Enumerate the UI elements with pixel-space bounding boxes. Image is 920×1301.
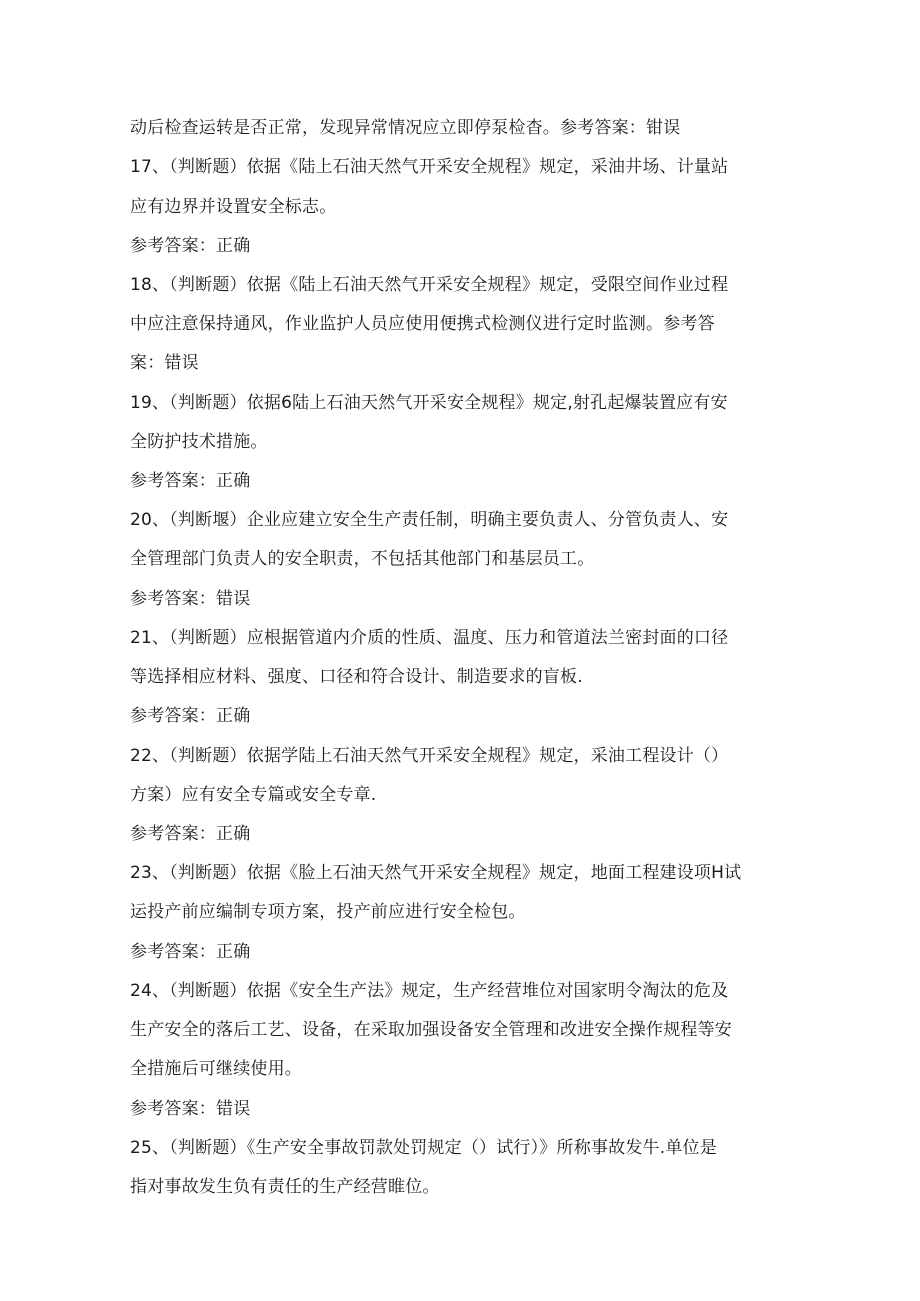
question-25-line-1: 25、（判断题）《生产安全事故罚款处罚规定（）试行）》所称事故发牛.单位是	[130, 1138, 717, 1158]
question-24-line-1: 24、（判断题）依据《安全生产法》规定，生产经营堆位对国家明令淘汰的危及	[130, 981, 729, 1001]
answer-18: 案：错误	[130, 353, 199, 373]
question-22-line-1: 22、（判断题）依据学陆上石油天然气开采安全规程》规定，采油工程设计（）	[130, 746, 729, 766]
answer-24: 参考答案：错误	[130, 1099, 251, 1119]
question-19-line-2: 全防护技术措施。	[130, 432, 268, 452]
question-19-line-1: 19、（判断题）依据6陆上石油天然气开采安全规程》规定,射孔起爆装置应有安	[130, 393, 728, 413]
answer-20: 参考答案：错误	[130, 589, 251, 609]
question-17-line-2: 应有边界并设置安全标志。	[130, 197, 337, 217]
question-20-line-1: 20、（判断堰）企业应建立安全生产责任制，明确主要负责人、分管负责人、安	[130, 510, 729, 530]
question-23-line-1: 23、（判断题）依据《脸上石油天然气开采安全规程》规定，地面工程建设项H试	[130, 863, 742, 883]
question-23-line-2: 运投产前应编制专项方案，投产前应进行安全检包。	[130, 902, 526, 922]
text-line: 动后检查运转是否正常，发现异常情况应立即停泵检杳。参考答案：钳误	[130, 118, 681, 138]
answer-22: 参考答案：正确	[130, 824, 251, 844]
answer-23: 参考答案：正确	[130, 942, 251, 962]
answer-19: 参考答案：正确	[130, 471, 251, 491]
question-17-line-1: 17、（判断题）依据《陆上石油天然气开采安全规程》规定，采油井场、计量站	[130, 157, 729, 177]
question-18-line-2: 中应注意保持通风，作业监护人员应使用便携式检测仪进行定时监测。参考答	[130, 314, 715, 334]
question-24-line-2: 生产安全的落后工艺、设备，在采取加强设备安全管理和改进安全操作规程等安	[130, 1020, 732, 1040]
question-24-line-3: 全措施后可继续使用。	[130, 1059, 302, 1079]
question-22-line-2: 方案）应有安全专篇或安全专章.	[130, 785, 377, 805]
question-21-line-1: 21、（判断题）应根据管道内介质的性质、温度、压力和管道法兰密封面的口径	[130, 628, 729, 648]
question-18-line-1: 18、（判断题）依据《陆上石油天然气开采安全规程》规定，受限空间作业过程	[130, 275, 729, 295]
question-25-line-2: 指对事故发生负有责任的生产经营睢位。	[130, 1177, 440, 1197]
question-20-line-2: 全管理部门负责人的安全职责，不包括其他部门和基层员工。	[130, 549, 595, 569]
answer-21: 参考答案：正确	[130, 706, 251, 726]
answer-17: 参考答案：正确	[130, 236, 251, 256]
question-21-line-2: 等选择相应材料、强度、口径和符合设计、制造要求的盲板.	[130, 667, 583, 687]
